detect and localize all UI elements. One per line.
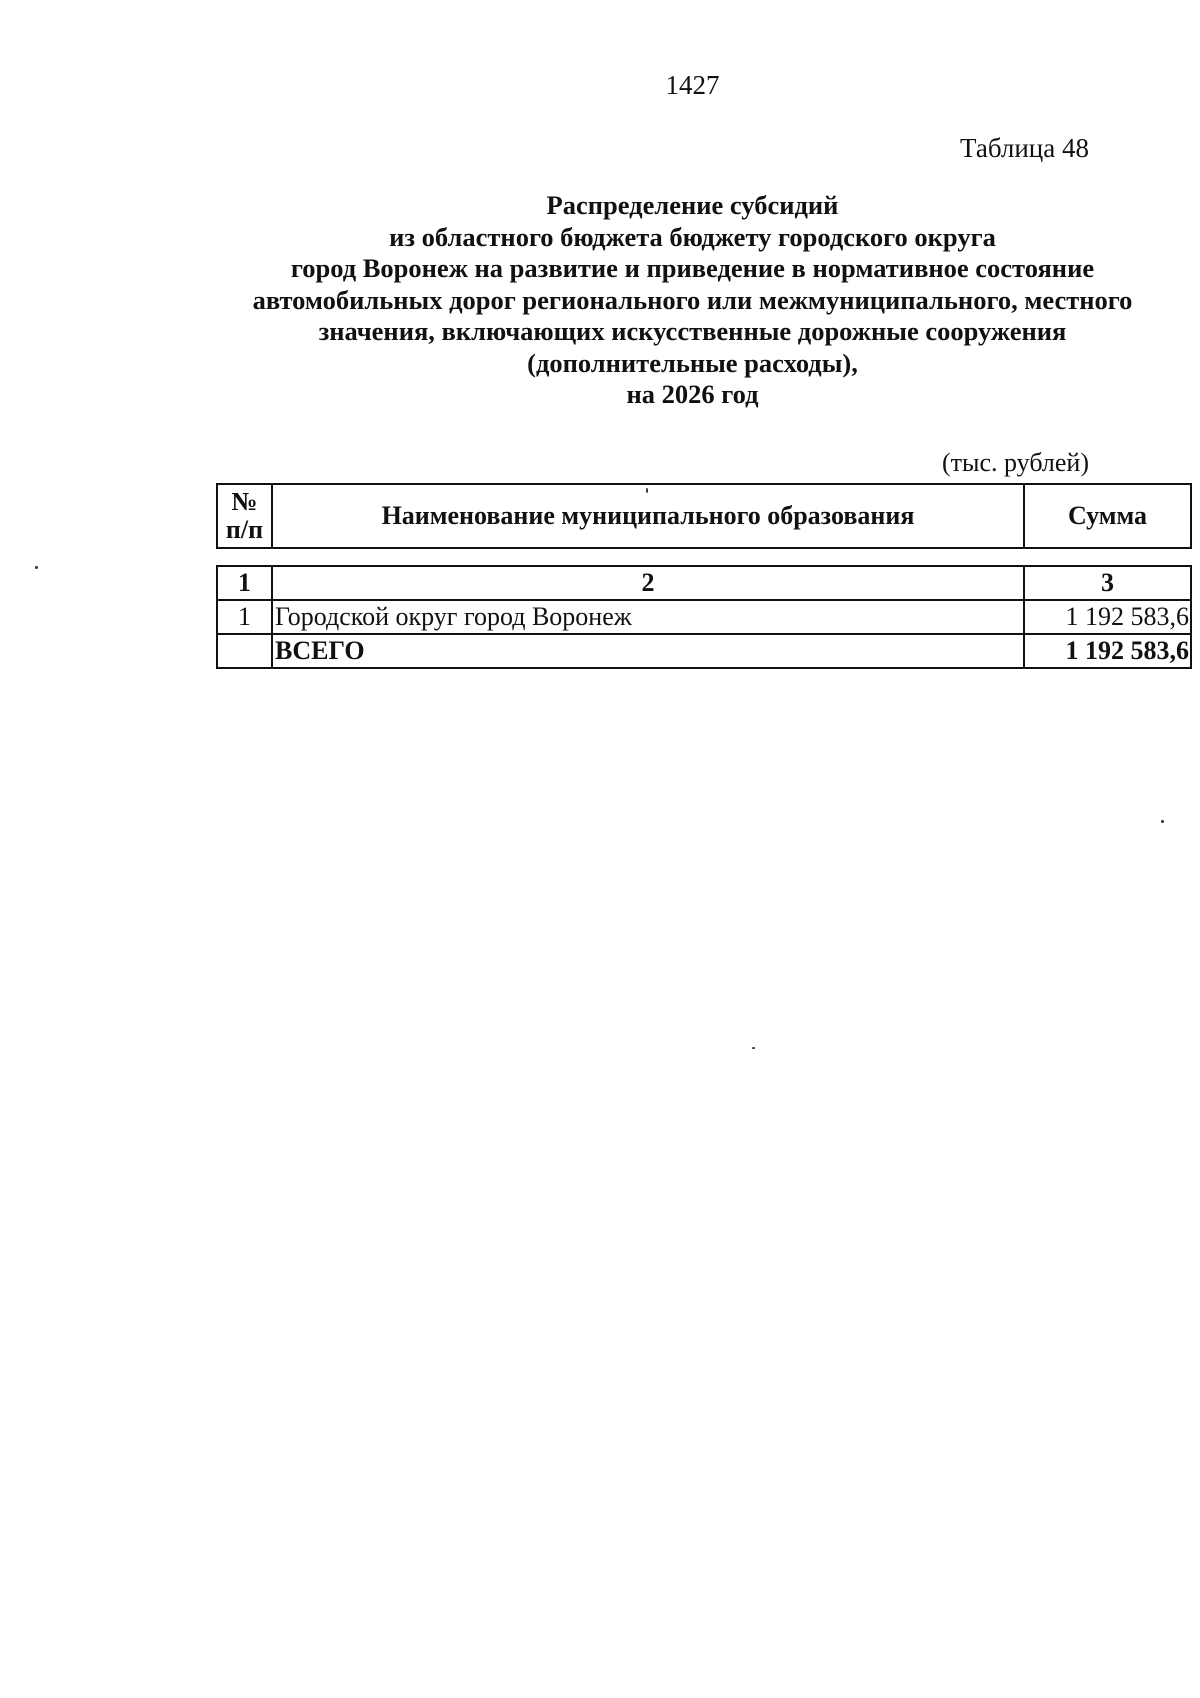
table-body — [216, 565, 1192, 669]
scan-speck — [752, 1047, 755, 1049]
table-row — [217, 600, 1191, 634]
column-number-cell: 2 — [272, 566, 1024, 600]
header-row — [217, 484, 1191, 548]
row-name-cell: Городской округ город Воронеж — [272, 600, 1024, 634]
total-sum-cell: 1 192 583,6 — [1024, 634, 1191, 668]
header-num-line1: № — [231, 487, 258, 516]
column-numbers-row — [217, 566, 1191, 600]
header-sum-cell: Сумма — [1024, 484, 1191, 548]
total-num-cell — [217, 634, 272, 668]
row-sum-cell: 1 192 583,6 — [1024, 600, 1191, 634]
table-header — [216, 483, 1192, 549]
title-line: город Воронеж на развитие и приведение в нормативное состояние — [290, 253, 1095, 283]
title-line: автомобильных дорог регионального или межмуниципального, местного — [252, 284, 1133, 315]
title-line: (дополнительные расходы), — [527, 347, 858, 378]
scan-speck — [1161, 820, 1164, 823]
header-name-cell: Наименование муниципального образования — [272, 484, 1024, 548]
total-name-cell: ВСЕГО — [272, 634, 1024, 668]
scan-speck — [646, 488, 648, 493]
title-line: на 2026 год — [626, 379, 759, 409]
column-number-cell: 1 — [217, 566, 272, 600]
header-num-line2: п/п — [225, 515, 264, 544]
page-number: 1427 — [665, 70, 720, 100]
scan-speck — [35, 566, 38, 569]
title-line: значения, включающих искусственные дорожные сооружения — [318, 316, 1067, 346]
table-label: Таблица 48 — [960, 133, 1089, 163]
title-line: из областного бюджета бюджету городского округа — [389, 221, 996, 252]
units-label: (тыс. рублей) — [941, 448, 1089, 477]
column-number-cell: 3 — [1024, 566, 1191, 600]
header-num-cell — [217, 484, 272, 548]
title-line: Распределение субсидий — [546, 190, 839, 220]
row-num-cell: 1 — [217, 600, 272, 634]
document-title — [215, 190, 1170, 411]
total-row — [217, 634, 1191, 668]
